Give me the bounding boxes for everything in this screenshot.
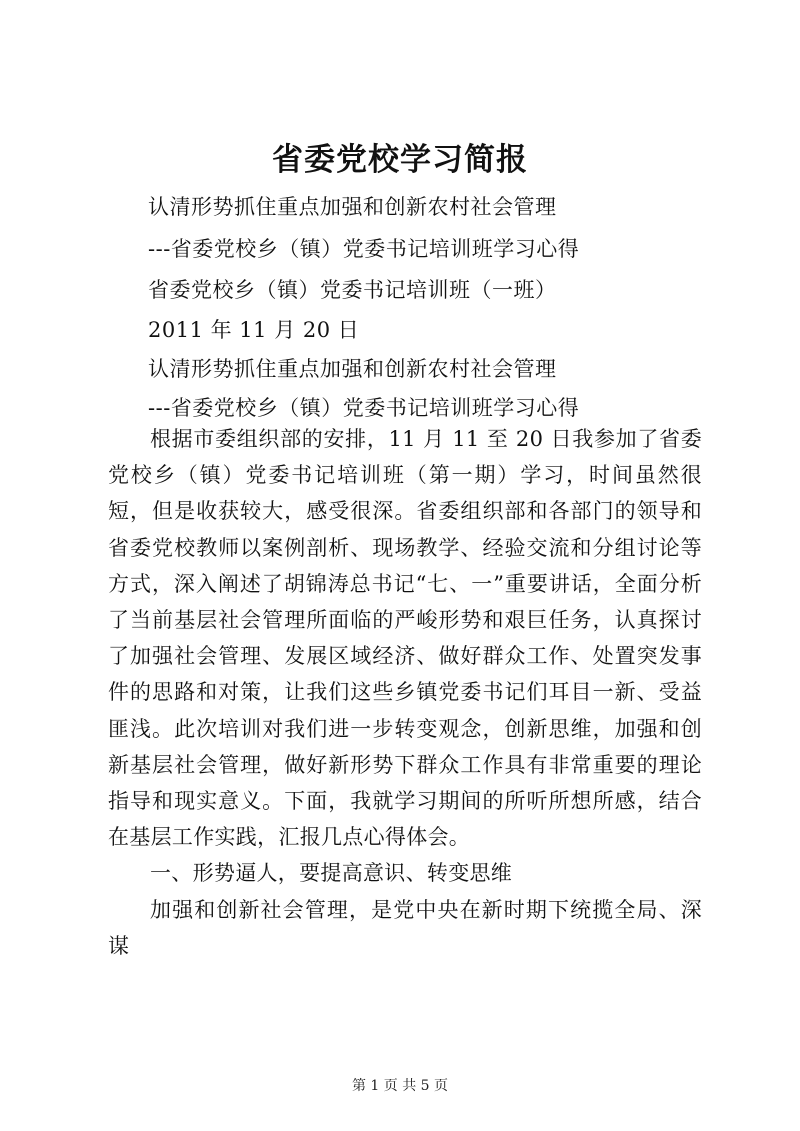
subtitle-source-line: ---省委党校乡（镇）党委书记培训班学习心得	[148, 237, 580, 261]
author-line: 省委党校乡（镇）党委书记培训班（一班）	[148, 278, 557, 302]
body-paragraph: 根据市委组织部的安排，11 月 11 至 20 日我参加了省委党校乡（镇）党委书记培训班（第一期）学习，时间虽然很短，但是收获较大，感受很深。省委组织部和各部门的领导和省委党校教师以案例剖析、现场教学、经验交流和分组讨论等方式，深入阐述了胡锦涛总书记“七、一”重要讲话，全面分析了当前基层社会管理所面临的严峻形势和艰巨任务，认真探讨了加强社会管理、发展区域经济、做好群众工作、处置突发事件的思路和对策，让我们这些乡镇党委书记们耳目一新、受益匪浅。此次培训对我们进一步转变观念，创新思维，加强和创新基层社会管理，做好新形势下群众工作具有非常重要的理论指导和现实意义。下面，我就学习期间的所听所想所感，结合在基层工作实践，汇报几点心得体会。	[108, 427, 702, 850]
page-footer: 第 1 页 共 5 页	[351, 1078, 449, 1094]
subtitle-line: 认清形势抓住重点加强和创新农村社会管理	[148, 195, 557, 219]
date-line: 2011 年 11 月 20 日	[148, 318, 360, 342]
document-body	[108, 421, 702, 964]
body-paragraph: 加强和创新社会管理，是党中央在新时期下统揽全局、深谋	[108, 897, 702, 958]
repeated-source-line: ---省委党校乡（镇）党委书记培训班学习心得	[148, 396, 580, 420]
repeated-subtitle-line: 认清形势抓住重点加强和创新农村社会管理	[148, 357, 557, 381]
document-title: 省委党校学习简报	[272, 142, 528, 178]
section-heading: 一、形势逼人，要提高意识、转变思维	[150, 861, 513, 886]
